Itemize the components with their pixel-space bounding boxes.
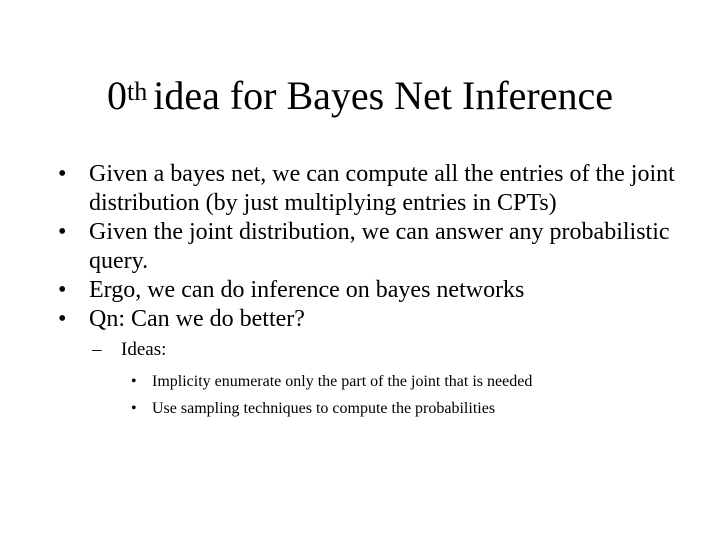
bullet-item xyxy=(0,305,720,334)
bullet-list xyxy=(0,160,720,422)
title-rest: idea for Bayes Net Inference xyxy=(153,73,613,118)
sub-sub-bullet-list xyxy=(0,368,720,422)
bullet-text: Qn: Can we do better? xyxy=(89,306,305,332)
bullet-dot-icon: • xyxy=(58,277,67,303)
bullet-text: Given the joint distribution, we can answer any probabilistic query. xyxy=(89,219,670,274)
bullet-item xyxy=(0,160,720,218)
sub-sub-bullet-text: Implicity enumerate only the part of the joint that is needed xyxy=(152,373,533,390)
sub-bullet-text: Ideas: xyxy=(121,339,167,360)
bullet-item xyxy=(0,218,720,276)
title-superscript: th xyxy=(127,77,148,106)
title-prefix: 0 xyxy=(107,73,127,118)
sub-sub-bullet-text: Use sampling techniques to compute the probabilities xyxy=(152,400,496,417)
sub-bullet-item xyxy=(0,338,720,362)
bullet-dot-icon: • xyxy=(131,373,137,390)
slide-title xyxy=(0,72,720,120)
bullet-item xyxy=(0,276,720,305)
dash-icon: – xyxy=(92,339,102,360)
bullet-text: Given a bayes net, we can compute all the entries of the joint distribution (by just multiplying entries in CPTs) xyxy=(89,161,675,216)
bullet-dot-icon: • xyxy=(58,161,67,187)
sub-sub-bullet-item xyxy=(0,368,720,395)
sub-sub-bullet-item xyxy=(0,395,720,422)
bullet-dot-icon: • xyxy=(58,306,67,332)
bullet-dot-icon: • xyxy=(58,219,67,245)
bullet-text: Ergo, we can do inference on bayes networks xyxy=(89,277,525,303)
bullet-dot-icon: • xyxy=(131,400,137,417)
